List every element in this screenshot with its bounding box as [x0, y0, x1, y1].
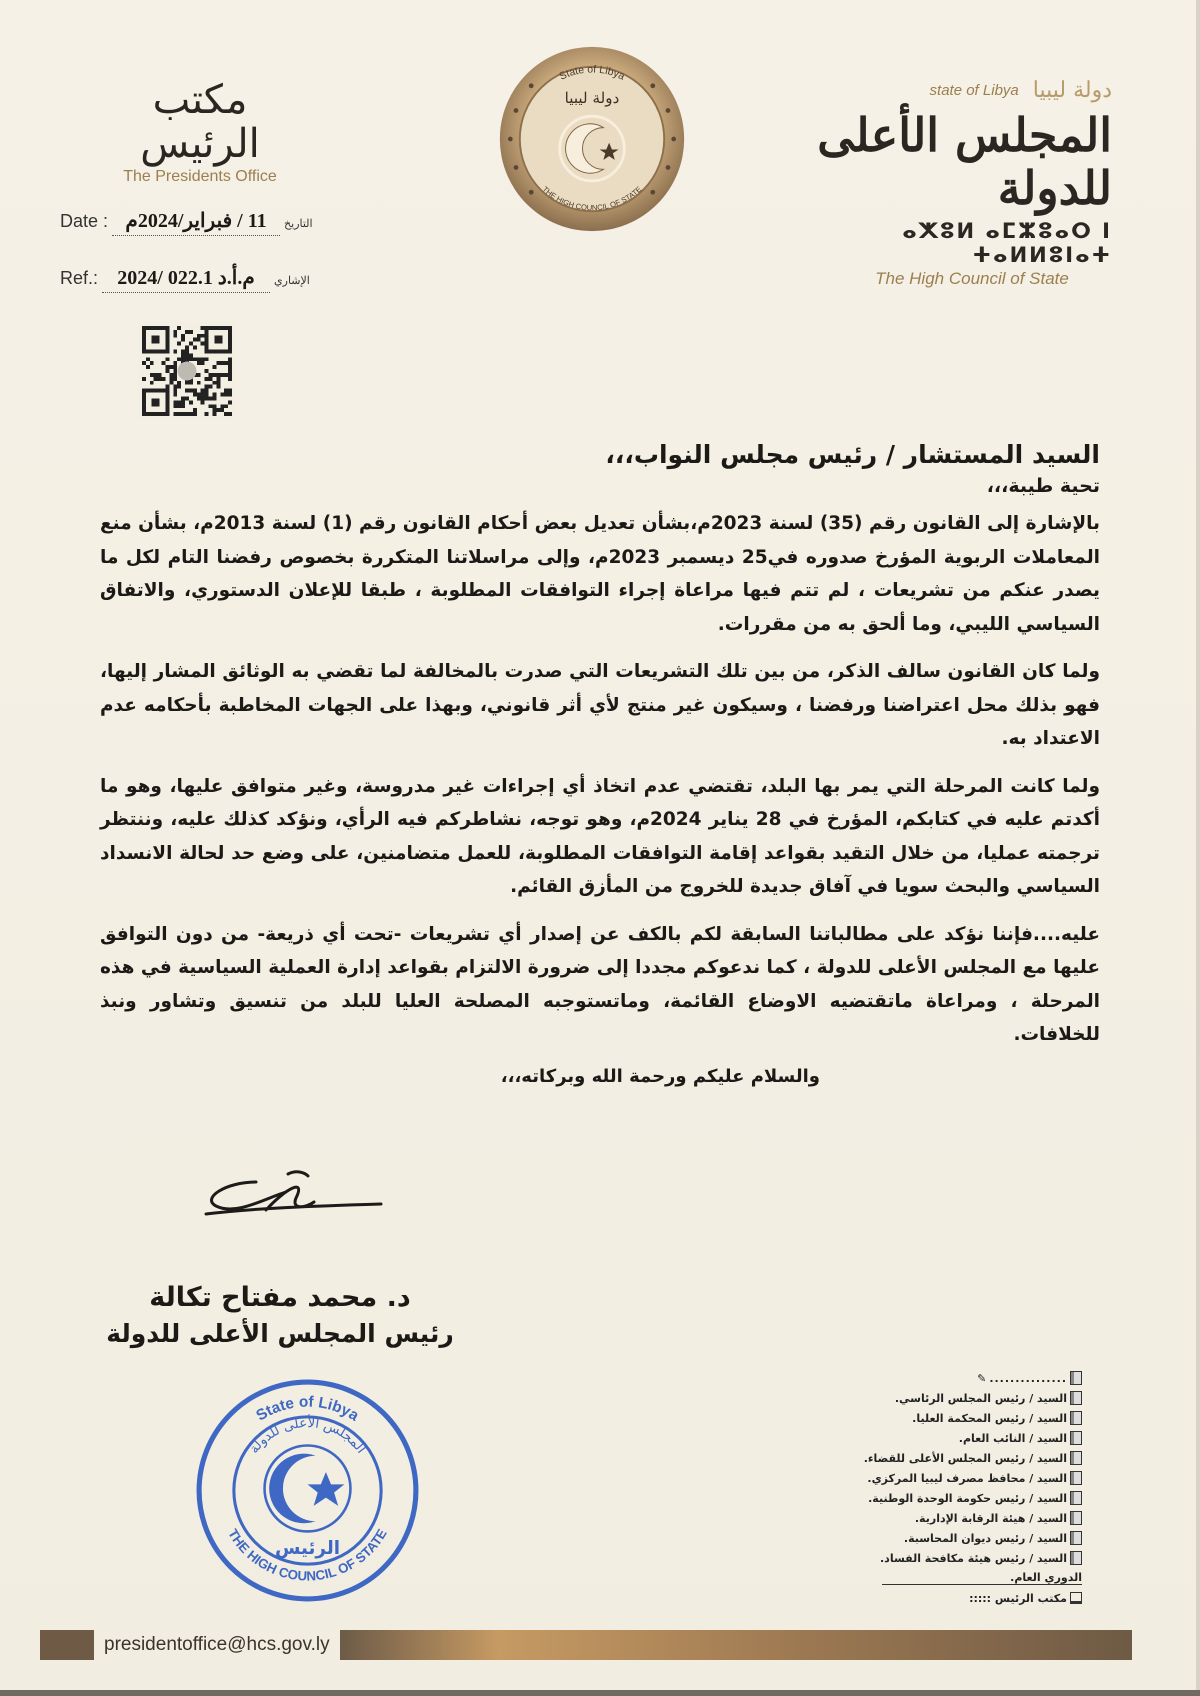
date-label-ar: التاريخ [284, 218, 313, 230]
seal-bottom-text: THE HIGH COUNCIL OF STATE [540, 184, 644, 213]
signer-block [80, 1282, 480, 1348]
qr-module [201, 361, 205, 365]
qr-module [165, 385, 169, 389]
qr-module [212, 408, 216, 412]
cc-item-text: السيد / رئيس المجلس الأعلى للقضاء. [863, 1451, 1067, 1465]
cc-item [822, 1428, 1082, 1448]
cc-header [822, 1368, 1082, 1388]
qr-module [228, 389, 232, 393]
qr-module [189, 381, 193, 385]
qr-module [212, 373, 216, 377]
folder-icon [1070, 1371, 1082, 1385]
qr-module [173, 412, 177, 416]
qr-module [173, 404, 177, 408]
qr-module [224, 404, 228, 408]
qr-module [189, 412, 193, 416]
qr-module [173, 349, 177, 353]
qr-module [193, 338, 197, 342]
cc-item-text: السيد / محافظ مصرف ليبيا المركزي. [867, 1471, 1067, 1485]
footer-gradient-bar [340, 1630, 1132, 1660]
paragraph: ولما كانت المرحلة التي يمر بها البلد، تقتضي عدم اتخاذ أي إجراءات غير مدروسة، وغير متوافق عليها، وهو ما أكدتم عليه في كتابكم، المؤرخ في 28 يناير 2024م، وهو توجه، نشاطركم فيه الرأي، ونؤكد كذلك عليه، وننتظر ترجمته عمليا، من خلال التقيد بقواعد إقامة التوافقات المطلوبة، للعمل متضامنين، على وضع حد لحالة الانسداد السياسي والبحث سويا في آفاق جديدة للخروج من المأزق القائم. [100, 775, 1101, 897]
folder-icon [1070, 1391, 1082, 1405]
footer [40, 1628, 1132, 1662]
date-value: 11 / فبراير/2024م [112, 208, 280, 236]
qr-module [197, 373, 201, 377]
qr-module [224, 361, 228, 365]
qr-module [220, 408, 224, 412]
qr-module [201, 342, 205, 346]
crescent-icon [269, 1454, 316, 1524]
cc-item-text: السيد / هيئة الرقابة الإدارية. [914, 1511, 1067, 1525]
scan-edge [0, 1690, 1200, 1696]
council-name-en: The High Council of State [875, 268, 1069, 288]
qr-module [224, 389, 228, 393]
qr-module [205, 389, 209, 393]
qr-module [185, 412, 189, 416]
qr-module [173, 389, 177, 393]
paragraph: بالإشارة إلى القانون رقم (35) لسنة 2023م،بشأن تعديل بعض أحكام القانون رقم (1) لسنة 2013م، بشأن منع المعاملات الربوية المؤرخ صدوره في25 ديسمبر 2023م، وإلى مراسلاتنا المتكررة بخصوص رفضنا التام لكل ما يصدر عنكم من تشريعات ، لم تتم فيها مراعاة إجراء التوافقات المطلوبة ، طبقا للإعلان الدستوري، والاتفاق السياسي الليبي، وما ألحق به من مقررات. [100, 513, 1100, 635]
qr-module [165, 357, 169, 361]
cc-list [822, 1368, 1082, 1608]
qr-module [173, 400, 177, 404]
qr-module [224, 393, 228, 397]
qr-module [228, 369, 232, 373]
qr-module [193, 346, 197, 350]
cc-item-text: السيد / رئيس هيئة مكافحة الفساد. [880, 1551, 1067, 1565]
cc-office-text: مكتب الرئيس ::::: [969, 1591, 1067, 1605]
ref-label-en: Ref.: [60, 268, 99, 288]
qr-module [212, 393, 216, 397]
closing: والسلام عليكم ورحمة الله وبركاته،،، [500, 1065, 820, 1087]
qr-module [216, 408, 220, 412]
qr-module [228, 357, 232, 361]
star-icon [308, 1472, 345, 1506]
cc-item [822, 1448, 1082, 1468]
qr-module [220, 361, 224, 365]
qr-module [181, 353, 185, 357]
qr-module [169, 377, 173, 381]
folder-icon [1070, 1411, 1082, 1425]
seal-ar-text: دولة ليبيا [564, 88, 620, 107]
state-row [792, 78, 1112, 103]
folder-icon [1070, 1431, 1082, 1445]
qr-module [154, 377, 158, 381]
qr-module [189, 357, 193, 361]
qr-module [173, 393, 177, 397]
footer-square [40, 1630, 94, 1660]
cc-item [822, 1508, 1082, 1528]
qr-module [162, 361, 166, 365]
qr-module [150, 373, 154, 377]
qr-module [216, 361, 220, 365]
state-name-ar: دولة ليبيا [1032, 78, 1112, 103]
qr-module [177, 412, 181, 416]
qr-module [193, 393, 197, 397]
state-name-en: state of Libya [929, 82, 1019, 99]
qr-module [150, 381, 154, 385]
qr-module [189, 400, 193, 404]
qr-module [201, 357, 205, 361]
qr-module [224, 412, 228, 416]
qr-module [228, 377, 232, 381]
qr-module [173, 361, 177, 365]
date-field [60, 208, 313, 236]
qr-module [220, 373, 224, 377]
cc-item-text: السيد / رئيس ديوان المحاسبة. [903, 1531, 1067, 1545]
qr-module [185, 346, 189, 350]
qr-module [189, 389, 193, 393]
folder-icon [1070, 1551, 1082, 1565]
letter-body [100, 440, 1100, 1105]
cc-item-text: السيد / رئيس حكومة الوحدة الوطنية. [868, 1491, 1067, 1505]
cc-periodical-text: الدوري العام. [882, 1571, 1082, 1585]
qr-module [216, 377, 220, 381]
signer-title: رئيس المجلس الأعلى للدولة [106, 1319, 454, 1348]
qr-module [193, 357, 197, 361]
qr-module [205, 377, 209, 381]
office-name-ar: مكتب الرئيس [140, 77, 260, 167]
cc-item-text: السيد / رئيس المجلس الرئاسي. [894, 1391, 1067, 1405]
qr-module [181, 412, 185, 416]
cc-item-text: السيد / رئيس المحكمة العليا. [912, 1411, 1067, 1425]
cc-item [822, 1468, 1082, 1488]
qr-module [197, 357, 201, 361]
qr-module [224, 373, 228, 377]
ref-value: م.أ.د 022.1 /2024 [102, 265, 270, 293]
addressee: السيد المستشار / رئيس مجلس النواب،،، [605, 440, 1100, 469]
folder-icon [1070, 1471, 1082, 1485]
qr-module [205, 393, 209, 397]
council-name-tifinagh: ⴰⵅⵓⵍ ⴰⵎⵣⵓⴰⵔ ⵏ ⵜⴰⵍⵍⵓⵏⴰⵜ [902, 218, 1112, 267]
qr-module [212, 396, 216, 400]
qr-module [209, 373, 213, 377]
qr-module [212, 381, 216, 385]
greeting: تحية طيبة،،، [986, 475, 1100, 497]
cc-item [822, 1528, 1082, 1548]
cc-item [822, 1488, 1082, 1508]
qr-module [181, 357, 185, 361]
signature [196, 1168, 386, 1224]
qr-module [177, 400, 181, 404]
qr-module [177, 404, 181, 408]
qr-module [216, 385, 220, 389]
office-letterhead [100, 78, 300, 186]
qr-module [197, 361, 201, 365]
qr-module [220, 393, 224, 397]
qr-module [197, 334, 201, 338]
qr-module [177, 381, 181, 385]
qr-module [162, 377, 166, 381]
qr-module [169, 381, 173, 385]
qr-module [146, 365, 150, 369]
qr-module [189, 330, 193, 334]
qr-module [185, 381, 189, 385]
stamp-outer-ring [199, 1382, 416, 1599]
cc-item [822, 1548, 1082, 1568]
qr-module [177, 385, 181, 389]
qr-module [220, 404, 224, 408]
cc-header-text: ............... [989, 1371, 1067, 1385]
qr-module [185, 389, 189, 393]
qr-module [212, 365, 216, 369]
council-name-ar: المجلس الأعلى للدولة [817, 108, 1112, 215]
qr-module [216, 381, 220, 385]
qr-module [150, 361, 154, 365]
stamp-bottom-text: THE HIGH COUNCIL OF STATE [225, 1526, 390, 1584]
qr-module [197, 393, 201, 397]
paragraph: عليه....فإننا نؤكد على مطالباتنا السابقة لكم بالكف عن إصدار أي تشريعات -تحت أي ذريعة- من دون التوافق عليها مع المجلس الأعلى للدولة ، كما ندعوكم مجددا إلى ضرورة الالتزام بقواعد إدارة العملية السياسية في هذه المرحلة ، ومراعاة ماتقتضيه الاوضاع القائمة، وماتستوجبه المصلحة العليا للبلد من تنسيق وتشاور ونبذ للخلافات. [100, 923, 1100, 1045]
folder-icon [1070, 1511, 1082, 1525]
qr-module [169, 373, 173, 377]
qr-module [173, 334, 177, 338]
qr-module [228, 400, 232, 404]
qr-module [173, 365, 177, 369]
qr-module [142, 361, 146, 365]
qr-module [158, 373, 162, 377]
paragraph: ولما كان القانون سالف الذكر، من بين تلك التشريعات التي صدرت بالمخالفة لما تقضي به الوثائق المشار إليها، فهو بذلك محل اعتراضنا ورفضنا ، وسيكون غير منتج لأي أثر قانوني، وبهذا على الجهات المخاطبة بأحكامه عدم الاعتداد به. [100, 661, 1100, 749]
qr-module [193, 408, 197, 412]
qr-module [228, 393, 232, 397]
qr-module [201, 334, 205, 338]
qr-module [181, 334, 185, 338]
qr-module [181, 404, 185, 408]
qr-module [197, 338, 201, 342]
qr-module [189, 342, 193, 346]
qr-module [173, 377, 177, 381]
qr-module [228, 412, 232, 416]
folder-icon [1070, 1491, 1082, 1505]
qr-module [197, 381, 201, 385]
qr-module [185, 396, 189, 400]
qr-module [205, 385, 209, 389]
qr-module [212, 412, 216, 416]
office-name-en: The Presidents Office [123, 168, 277, 185]
qr-module [185, 353, 189, 357]
pen-icon: ✎ [977, 1371, 987, 1385]
qr-module [189, 353, 193, 357]
qr-module [228, 373, 232, 377]
qr-module [181, 338, 185, 342]
stamp-center-text: الرئيس [274, 1537, 341, 1559]
qr-module [193, 389, 197, 393]
qr-module [205, 396, 209, 400]
folder-icon [1070, 1531, 1082, 1545]
seal-top-text: State of Libya [557, 64, 627, 83]
council-letterhead [792, 78, 1112, 289]
qr-module [209, 404, 213, 408]
qr-module [197, 396, 201, 400]
qr-code[interactable] [136, 322, 238, 420]
qr-module [173, 369, 177, 373]
cc-office [822, 1588, 1082, 1608]
footer-email[interactable]: presidentoffice@hcs.gov.ly [104, 1634, 330, 1655]
qr-module [205, 369, 209, 373]
official-stamp [195, 1378, 420, 1603]
qr-module [146, 357, 150, 361]
qr-module [154, 373, 158, 377]
qr-module [209, 385, 213, 389]
qr-module [173, 373, 177, 377]
qr-module [173, 385, 177, 389]
stamp-top-text: State of Libya [253, 1393, 362, 1425]
qr-module [185, 357, 189, 361]
qr-module [193, 412, 197, 416]
qr-module [181, 400, 185, 404]
qr-module [165, 365, 169, 369]
scan-edge [1196, 0, 1200, 1696]
qr-center-logo [178, 362, 197, 381]
qr-module [201, 326, 205, 330]
qr-module [201, 396, 205, 400]
qr-module [177, 326, 181, 330]
stamp-ar-text: المجلس الأعلى للدولة [246, 1415, 369, 1457]
qr-module [158, 377, 162, 381]
cc-item [822, 1388, 1082, 1408]
signer-name: د. محمد مفتاح تكالة [149, 1282, 411, 1313]
qr-module [181, 396, 185, 400]
qr-module [201, 393, 205, 397]
qr-module [177, 342, 181, 346]
qr-module [165, 369, 169, 373]
qr-module [185, 330, 189, 334]
qr-module [216, 373, 220, 377]
qr-module [205, 357, 209, 361]
computer-icon [1070, 1592, 1082, 1604]
qr-module [205, 412, 209, 416]
qr-module [185, 349, 189, 353]
date-label-en: Date : [60, 211, 109, 231]
folder-icon [1070, 1451, 1082, 1465]
qr-module [228, 361, 232, 365]
qr-module [228, 365, 232, 369]
qr-module [169, 365, 173, 369]
cc-item-text: السيد / النائب العام. [958, 1431, 1067, 1445]
qr-module [142, 377, 146, 381]
qr-module [212, 404, 216, 408]
qr-module [181, 349, 185, 353]
qr-module [209, 396, 213, 400]
gold-seal-emblem [497, 44, 687, 234]
qr-module [201, 400, 205, 404]
qr-module [177, 357, 181, 361]
qr-module [173, 330, 177, 334]
cc-item [822, 1408, 1082, 1428]
qr-module [201, 389, 205, 393]
cc-periodical [822, 1568, 1082, 1588]
ref-label-ar: الإشاري [274, 275, 310, 287]
reference-field [60, 265, 310, 293]
qr-module [209, 377, 213, 381]
